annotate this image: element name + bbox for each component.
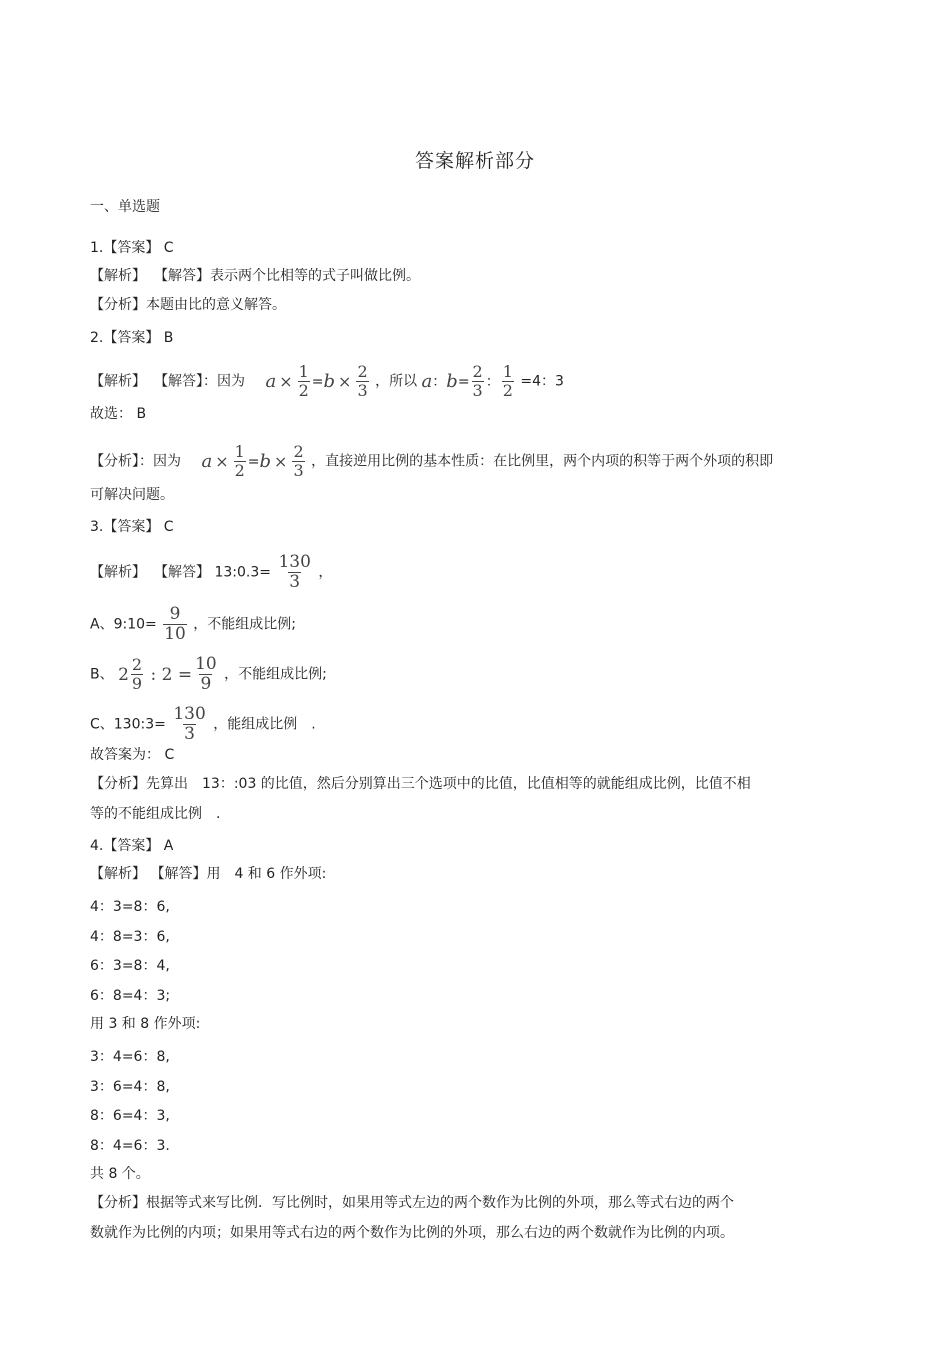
q3-option-c: C、130:3= $\frac{130}{3}$ ，能组成比例 . (90, 704, 316, 744)
q2-analysis: 【解析】 【解答】：因为 a × $\frac{1}{2}$ = b × $\frac{2}{3}$ ，所以 a ： b = $\frac{2}{3}$ ： $\frac{1}{2}$ =4：3 (90, 362, 564, 400)
q3-analysis: 【解析】 【解答】 13:0.3= $\frac{130}{3}$ ， (90, 552, 333, 592)
q3-answer: 3.【答案】 C (90, 519, 174, 535)
fraction-9-10: $\frac{9}{10}$ (164, 604, 186, 644)
fraction-10-9: $\frac{10}{9}$ (195, 654, 217, 694)
q4-line-b4: 8：4=6：3. (90, 1138, 170, 1154)
q2-formula: a × $\frac{1}{2}$ = b × $\frac{2}{3}$ (265, 362, 368, 400)
fraction-two-thirds: $\frac{2}{3}$ (472, 362, 483, 400)
q4-analysis: 【解析】 【解答】用 4 和 6 作外项: (90, 866, 327, 882)
q1-analysis: 【解析】 【解答】表示两个比相等的式子叫做比例。 (90, 268, 420, 284)
q2-remark: 【分析】：因为 a × $\frac{1}{2}$ = b × $\frac{2}{3}$ ，直接逆用比例的基本性质：在比例里，两个内项的积等于两个外项的积即 (90, 442, 774, 480)
q4-line-a4: 6：8=4：3; (90, 988, 171, 1004)
fraction-130-3: $\frac{130}{3}$ (173, 704, 206, 744)
q4-line-a1: 4：3=8：6, (90, 899, 170, 915)
q3-remark-1: 【分析】先算出 13：:03 的比值，然后分别算出三个选项中的比值，比值相等的就能组成比例，比值不相 (90, 776, 751, 792)
q4-line-b1: 3：4=6：8, (90, 1049, 170, 1065)
fraction-half: $\frac{1}{2}$ (502, 362, 513, 400)
q1-answer: 1.【答案】 C (90, 240, 174, 256)
fraction-2-9: $\frac{2}{9}$ (131, 655, 143, 693)
q2-answer: 2.【答案】 B (90, 330, 174, 346)
q4-line-b3: 8：6=4：3, (90, 1108, 170, 1124)
q4-total: 共 8 个。 (90, 1166, 150, 1182)
q3-option-b: B、 2 $\frac{2}{9}$ : 2 = $\frac{10}{9}$ ，不能组成比例; (90, 654, 327, 694)
q3-remark-2: 等的不能组成比例 . (90, 806, 221, 822)
q3-choice: 故答案为： C (90, 747, 175, 763)
fraction-130-3: $\frac{130}{3}$ (278, 552, 311, 592)
q2-remark-formula: a × $\frac{1}{2}$ = b × $\frac{2}{3}$ (201, 442, 304, 480)
q1-remark: 【分析】本题由比的意义解答。 (90, 297, 286, 313)
q4-remark-2: 数就作为比例的内项；如果用等式右边的两个数作为比例的外项，那么右边的两个数就作为比例的内项。 (90, 1225, 734, 1241)
q2-choice: 故选： B (90, 406, 147, 422)
q3-option-b-formula: 2 $\frac{2}{9}$ : 2 = $\frac{10}{9}$ (118, 654, 217, 694)
q2-remark-cont: 可解决问题。 (90, 487, 174, 503)
page-title: 答案解析部分 (414, 150, 535, 172)
q4-line-a3: 6：3=8：4, (90, 958, 170, 974)
q3-option-a: A、9:10= $\frac{9}{10}$ ，不能组成比例; (90, 604, 297, 644)
fraction-half: $\frac{1}{2}$ (234, 442, 245, 480)
q4-line-a2: 4：8=3：6, (90, 929, 170, 945)
section-heading: 一、单选题 (90, 199, 160, 215)
fraction-two-thirds: $\frac{2}{3}$ (357, 362, 368, 400)
q4-mid: 用 3 和 8 作外项: (90, 1016, 201, 1032)
fraction-two-thirds: $\frac{2}{3}$ (293, 442, 304, 480)
q4-remark-1: 【分析】根据等式来写比例．写比例时，如果用等式左边的两个数作为比例的外项，那么等式右边的两个 (90, 1195, 734, 1211)
q2-ratio: a ： b = $\frac{2}{3}$ ： $\frac{1}{2}$ (421, 362, 513, 400)
fraction-half: $\frac{1}{2}$ (298, 362, 309, 400)
q4-line-b2: 3：6=4：8, (90, 1079, 170, 1095)
q4-answer: 4.【答案】 A (90, 838, 174, 854)
